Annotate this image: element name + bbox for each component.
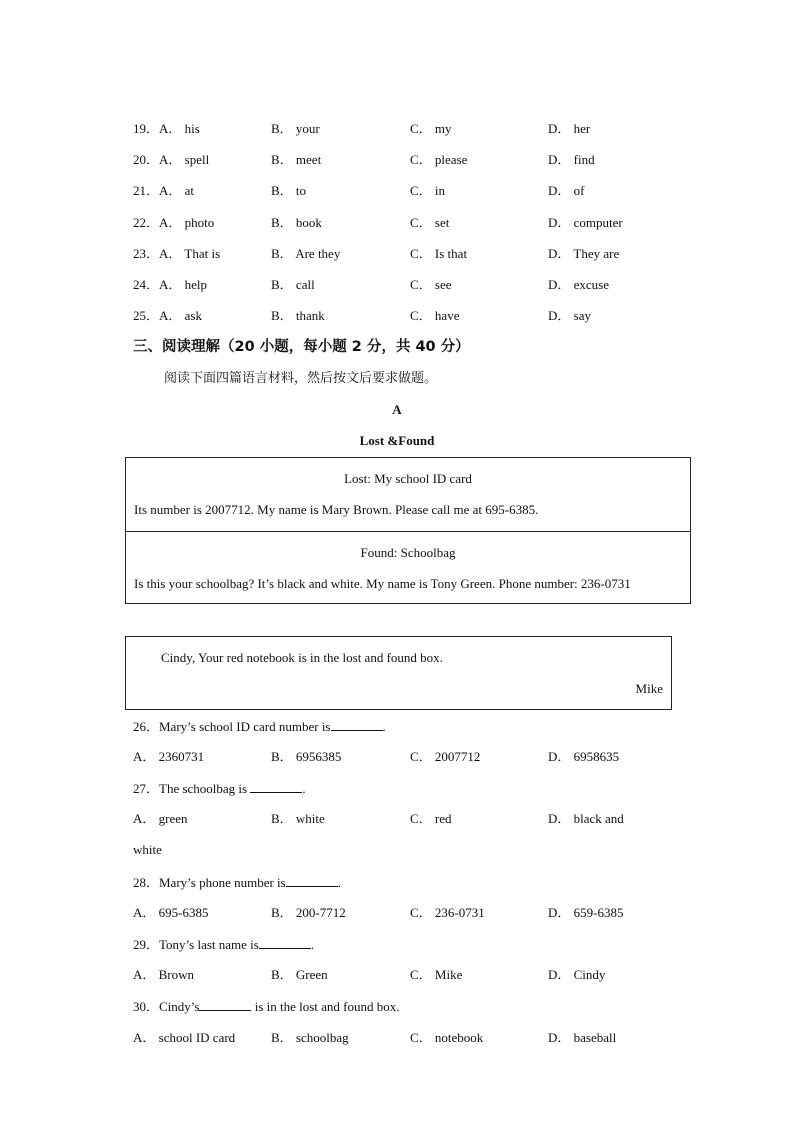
passage-title: Lost &Found [359,433,435,448]
option-d: D． 6958635 [548,749,620,764]
option-b: B． 200-7712 [271,905,346,920]
question-options-row [133,905,693,921]
option-d: D． find [548,152,595,167]
lost-title: Lost: My school ID card [344,471,472,486]
option-d: D． black and [548,811,624,826]
option-b: B． to [271,183,307,198]
answer-blank [250,780,302,793]
option-c: C． Is that [410,246,468,261]
found-text: Is this your schoolbag? It’s black and white. My name is Tony Green. Phone number: 236-0731 [134,576,631,591]
option-a: 21．A． at [133,183,195,198]
cloze-option-row [133,215,693,231]
option-b: B． your [271,121,320,136]
cloze-option-row [133,152,693,168]
option-b: B． white [271,811,325,826]
option-c: C． set [410,215,450,230]
option-c: C． 2007712 [410,749,481,764]
cloze-option-row [133,246,693,262]
option-a: A． 2360731 [133,749,205,764]
answer-blank [286,874,338,887]
option-b: B． thank [271,308,325,323]
option-d: D． of [548,183,585,198]
option-b: B． meet [271,152,322,167]
option-d: D． her [548,121,591,136]
option-a: 24．A． help [133,277,208,292]
table-divider [126,531,690,532]
option-b: B． book [271,215,322,230]
answer-blank [199,998,251,1011]
option-a: 22．A． photo [133,215,215,230]
cloze-option-row [133,277,693,293]
note-signature: Mike [635,681,663,696]
option-a: 20．A． spell [133,152,210,167]
option-c: C． have [410,308,460,323]
lost-text: Its number is 2007712. My name is Mary Brown. Please call me at 695-6385. [134,502,539,517]
question-options-row [133,1030,693,1046]
option-c: C． please [410,152,468,167]
option-d: D． say [548,308,591,323]
answer-blank [331,718,383,731]
option-d-wrap: white [133,842,162,857]
cloze-option-row [133,308,693,324]
question-stem: 30．Cindy’s is in the lost and found box. [133,999,400,1014]
option-c: C． in [410,183,446,198]
option-a: A． 695-6385 [133,905,209,920]
option-d: D． They are [548,246,620,261]
question-stem: 26．Mary’s school ID card number is . [133,719,386,734]
question-stem: 28．Mary’s phone number is . [133,875,341,890]
option-b: B． Are they [271,246,341,261]
option-a: A． Brown [133,967,195,982]
option-b: B． Green [271,967,328,982]
question-options-row [133,749,693,765]
option-c: C． red [410,811,452,826]
question-options-row [133,811,693,827]
option-b: B． schoolbag [271,1030,349,1045]
section-instruction: 阅读下面四篇语言材料，然后按文后要求做题。 [164,371,438,386]
option-a: 25．A． ask [133,308,202,323]
note-box [125,636,672,710]
question-stem: 27．The schoolbag is . [133,781,306,796]
cloze-option-row [133,183,693,199]
option-d: D． Cindy [548,967,606,982]
lost-found-notice-table [125,457,691,604]
option-a: 23．A． That is [133,246,221,261]
section-heading: 三、阅读理解（20 小题，每小题 2 分，共 40 分） [133,339,470,355]
option-c: C． Mike [410,967,463,982]
option-c: C． see [410,277,452,292]
option-a: A． green [133,811,188,826]
option-c: C． 236-0731 [410,905,485,920]
passage-label: A [392,402,402,417]
found-title: Found: Schoolbag [360,545,456,560]
option-d: D． computer [548,215,623,230]
option-b: B． 6956385 [271,749,342,764]
option-c: C． my [410,121,452,136]
option-d: D． 659-6385 [548,905,624,920]
option-d: D． baseball [548,1030,617,1045]
answer-blank [259,936,311,949]
cloze-option-row [133,121,693,137]
option-d: D． excuse [548,277,610,292]
option-a: 19．A． his [133,121,200,136]
question-options-row [133,967,693,983]
question-stem: 29．Tony’s last name is . [133,937,315,952]
option-a: A． school ID card [133,1030,236,1045]
option-c: C． notebook [410,1030,484,1045]
note-message: Cindy, Your red notebook is in the lost and found box. [161,650,443,665]
option-b: B． call [271,277,315,292]
